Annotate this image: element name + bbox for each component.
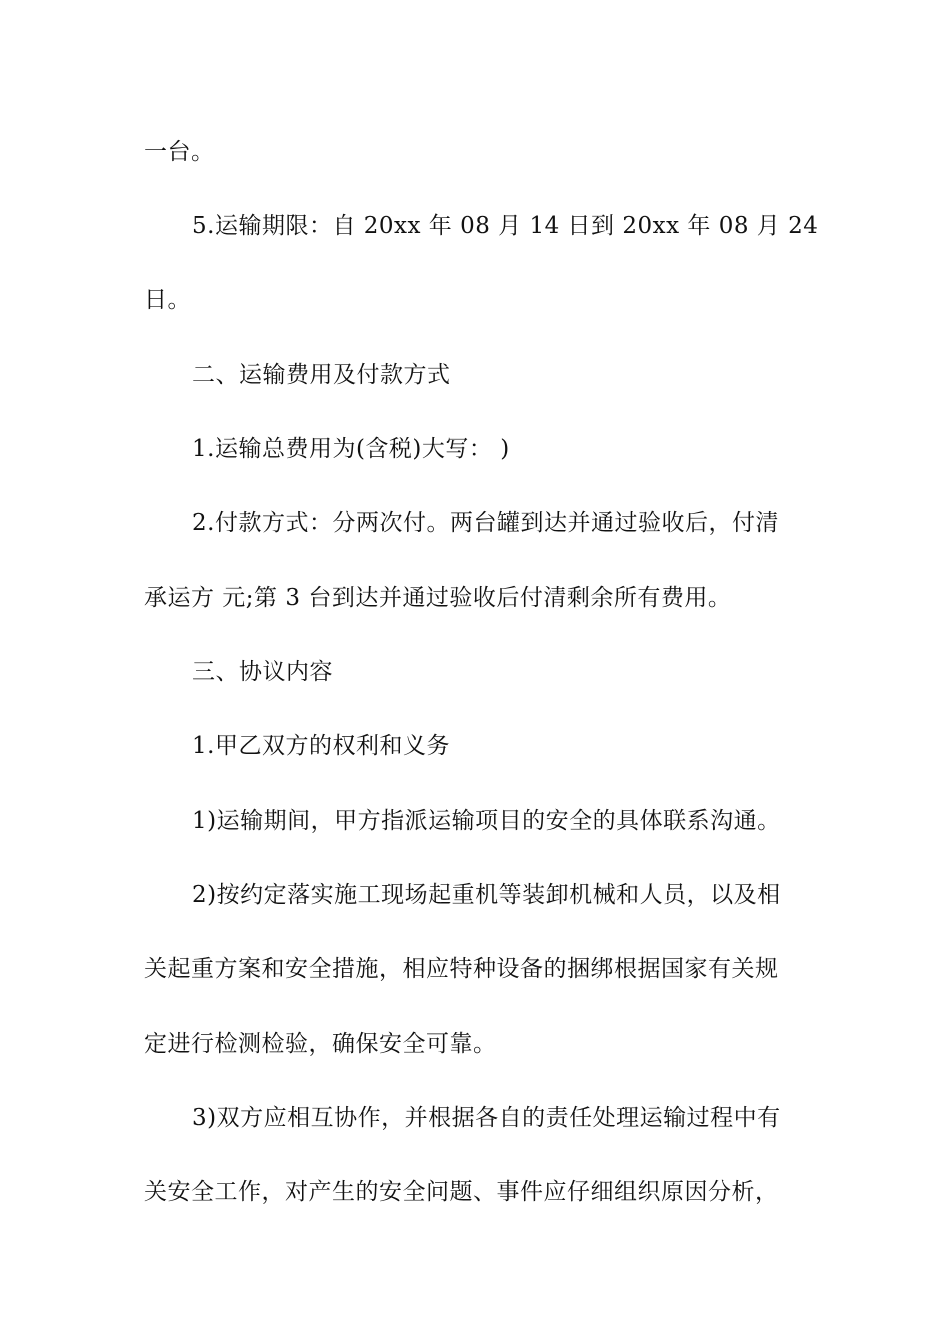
text-line-10: 1)运输期间，甲方指派运输项目的安全的具体联系沟通。	[192, 808, 781, 834]
section-heading-fees: 二、运输费用及付款方式	[192, 362, 451, 388]
text-line-6: 2.付款方式：分两次付。两台罐到达并通过验收后，付清	[192, 510, 779, 536]
text-line-2: 5.运输期限：自 20xx 年 08 月 14 日到 20xx 年 08 月 24	[192, 213, 819, 239]
text-line-11: 2)按约定落实施工现场起重机等装卸机械和人员，以及相	[192, 882, 781, 908]
text-line-13: 定进行检测检验，确保安全可靠。	[144, 1031, 497, 1057]
text-line-5: 1.运输总费用为(含税)大写： )	[192, 436, 510, 462]
text-line-15: 关安全工作，对产生的安全问题、事件应仔细组织原因分析，	[144, 1179, 779, 1205]
text-line-3: 日。	[144, 287, 191, 313]
text-line-7: 承运方 元;第 3 台到达并通过验收后付清剩余所有费用。	[144, 585, 732, 611]
text-line-14: 3)双方应相互协作，并根据各自的责任处理运输过程中有	[192, 1105, 781, 1131]
section-heading-agreement: 三、协议内容	[192, 659, 333, 685]
text-line-12: 关起重方案和安全措施，相应特种设备的捆绑根据国家有关规	[144, 956, 779, 982]
text-line-1: 一台。	[144, 139, 215, 165]
text-line-9: 1.甲乙双方的权利和义务	[192, 733, 450, 759]
